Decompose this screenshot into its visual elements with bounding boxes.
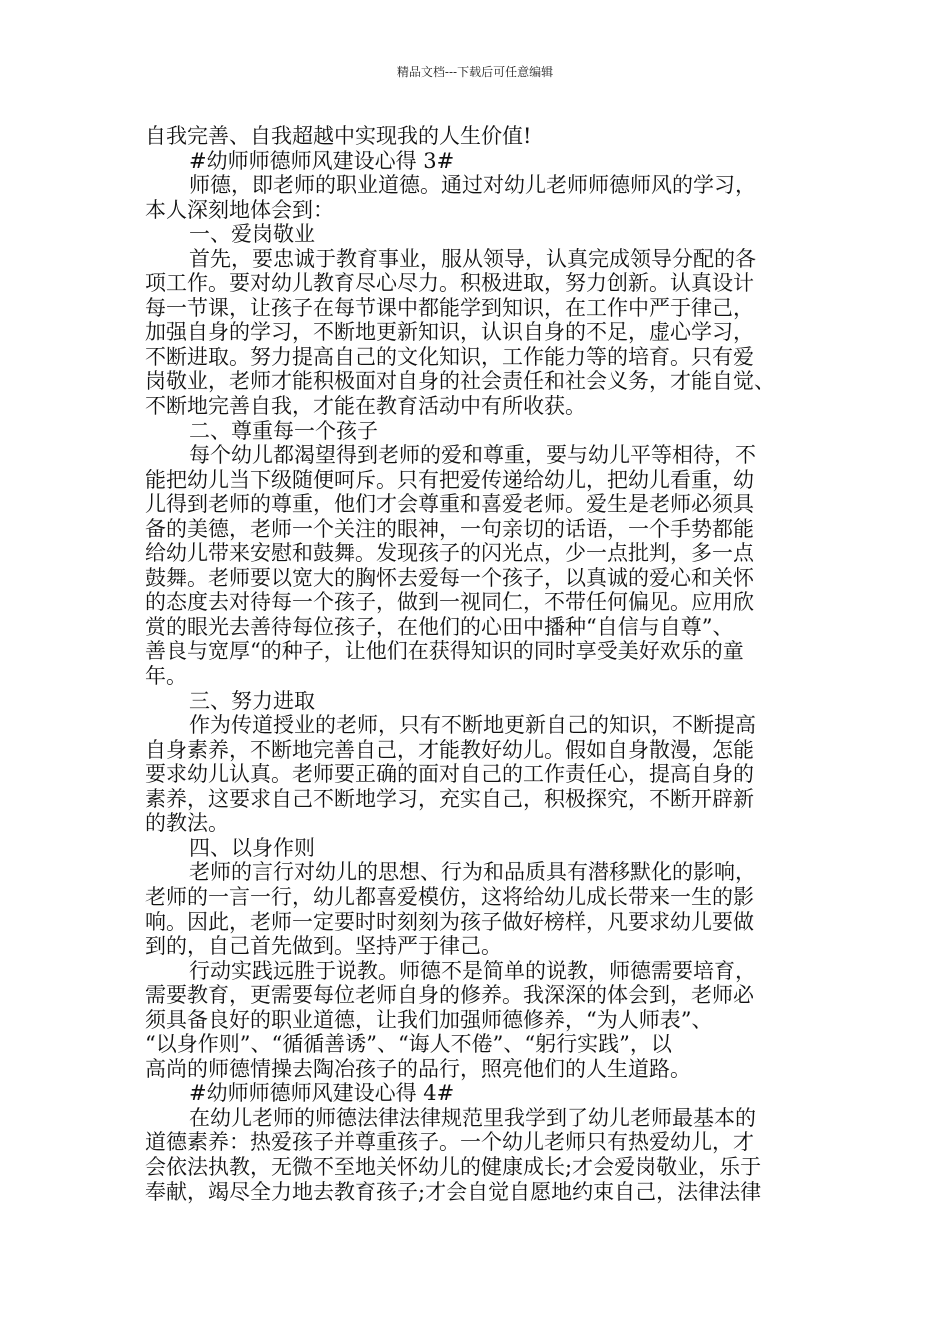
text-line: 奉献，竭尽全力地去教育孩子;才会自觉自愿地约束自己，法律法律	[145, 1179, 762, 1204]
text-line: 高尚的师德情操去陶冶孩子的品行，照亮他们的人生道路。	[145, 1056, 691, 1081]
text-line: 每一节课，让孩子在每节课中都能学到知识，在工作中严于律己，	[145, 295, 754, 320]
text-line: 行动实践远胜于说教。师德不是简单的说教，师德需要培育，	[189, 958, 756, 983]
text-line: 儿得到老师的尊重，他们才会尊重和喜爱老师。爱生是老师必须具	[145, 492, 754, 517]
text-line: 在幼儿老师的师德法律法律规范里我学到了幼儿老师最基本的	[189, 1105, 756, 1130]
text-line: 每个幼儿都渴望得到老师的爱和尊重，要与幼儿平等相待，不	[189, 443, 756, 468]
text-line: 老师的言行对幼儿的思想、行为和品质具有潜移默化的影响，	[189, 860, 756, 885]
text-line: 加强自身的学习，不断地更新知识，认识自身的不足，虚心学习，	[145, 320, 754, 345]
text-line: 二、尊重每一个孩子	[189, 418, 378, 443]
text-line: #幼师师德师风建设心得 4#	[189, 1081, 455, 1106]
text-line: 需要教育，更需要每位老师自身的修养。我深深的体会到，老师必	[145, 983, 754, 1008]
text-line: 的教法。	[145, 811, 229, 836]
text-line: 岗敬业，老师才能积极面对自身的社会责任和社会义务，才能自觉、	[145, 369, 775, 394]
text-line: 善良与宽厚“的种子，让他们在获得知识的同时享受美好欢乐的童	[145, 639, 744, 664]
text-line: 要求幼儿认真。老师要正确的面对自己的工作责任心，提高自身的	[145, 762, 754, 787]
text-line: 自身素养，不断地完善自己，才能教好幼儿。假如自身散漫，怎能	[145, 737, 754, 762]
text-line: 的态度去对待每一个孩子，做到一视同仁，不带任何偏见。应用欣	[145, 590, 754, 615]
page-header-note: 精品文档---下载后可任意编辑	[396, 65, 554, 79]
text-line: 备的美德，老师一个关注的眼神，一句亲切的话语，一个手势都能	[145, 516, 754, 541]
text-line: 不断地完善自我，才能在教育活动中有所收获。	[145, 394, 586, 419]
text-line: 不断进取。努力提高自己的文化知识，工作能力等的培育。只有爱	[145, 344, 754, 369]
text-line: 三、努力进取	[189, 688, 315, 713]
text-line: 能把幼儿当下级随便呵斥。只有把爱传递给幼儿，把幼儿看重，幼	[145, 467, 754, 492]
text-line: 一、爱岗敬业	[189, 222, 315, 247]
text-line: 须具备良好的职业道德，让我们加强师德修养，“为人师表”、	[145, 1007, 713, 1032]
text-line: 会依法执教，无微不至地关怀幼儿的健康成长;才会爱岗敬业，乐于	[145, 1154, 762, 1179]
text-line: 赏的眼光去善待每位孩子，在他们的心田中播种“自信与自尊”、	[145, 614, 734, 639]
text-line: 年。	[145, 664, 187, 689]
text-line: 自我完善、自我超越中实现我的人生价值!	[145, 124, 532, 148]
document-body	[145, 124, 810, 1204]
text-line: 师德，即老师的职业道德。通过对幼儿老师师德师风的学习，	[189, 173, 756, 198]
text-line: “以身作则”、“循循善诱”、“诲人不倦”、“躬行实践”，以	[145, 1032, 672, 1057]
text-line: 四、以身作则	[189, 835, 315, 860]
text-line: 给幼儿带来安慰和鼓舞。发现孩子的闪光点，少一点批判，多一点	[145, 541, 754, 566]
text-line: 老师的一言一行，幼儿都喜爱模仿，这将给幼儿成长带来一生的影	[145, 884, 754, 909]
text-line: #幼师师德师风建设心得 3#	[189, 148, 455, 173]
text-line: 素养，这要求自己不断地学习，充实自己，积极探究，不断开辟新	[145, 786, 754, 811]
text-line: 首先，要忠诚于教育事业，服从领导，认真完成领导分配的各	[189, 246, 756, 271]
text-line: 本人深刻地体会到：	[145, 197, 334, 222]
text-line: 项工作。要对幼儿教育尽心尽力。积极进取，努力创新。认真设计	[145, 271, 754, 296]
text-line: 道德素养：热爱孩子并尊重孩子。一个幼儿老师只有热爱幼儿，才	[145, 1130, 754, 1155]
text-line: 到的，自己首先做到。坚持严于律己。	[145, 934, 502, 959]
text-line: 响。因此，老师一定要时时刻刻为孩子做好榜样，凡要求幼儿要做	[145, 909, 754, 934]
text-line: 作为传道授业的老师，只有不断地更新自己的知识，不断提高	[189, 713, 756, 738]
text-line: 鼓舞。老师要以宽大的胸怀去爱每一个孩子，以真诚的爱心和关怀	[145, 565, 754, 590]
